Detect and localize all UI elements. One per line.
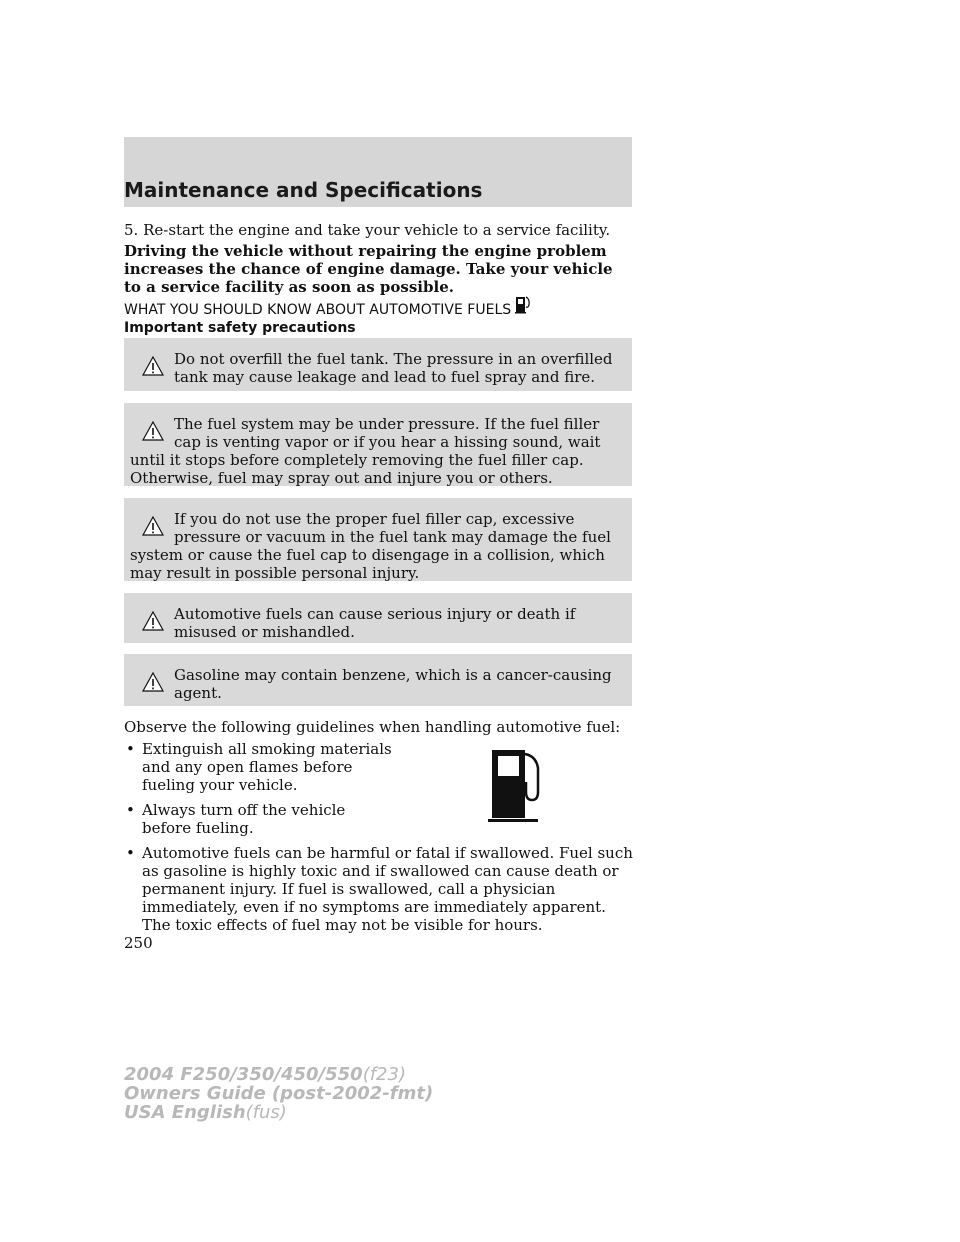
footer-model-code: (f23) — [362, 1064, 406, 1085]
bullet-glyph: • — [126, 740, 135, 758]
footer-language-code: (fus) — [245, 1102, 287, 1123]
page-number: 250 — [124, 934, 153, 952]
observe-guidelines-paragraph: Observe the following guidelines when handling automotive fuel: — [124, 718, 621, 736]
section-heading-text: WHAT YOU SHOULD KNOW ABOUT AUTOMOTIVE FUELS — [124, 302, 512, 318]
warning-box — [124, 593, 632, 643]
list-item — [124, 844, 634, 934]
list-item-text: Always turn off the vehicle before fueling. — [142, 801, 346, 837]
list-item — [124, 740, 392, 794]
list-item-text: Extinguish all smoking materials and any open flames before fueling your vehicle. — [142, 740, 392, 794]
footer-line-1 — [124, 1065, 433, 1084]
section-title: Maintenance and Specifications — [124, 178, 483, 202]
warning-triangle-icon — [130, 350, 170, 386]
warning-triangle-icon — [130, 415, 170, 451]
warning-text: Do not overfill the fuel tank. The pressure in an overfilled tank may cause leakage and lead to fuel spray and fire. — [174, 350, 613, 386]
footer-model: 2004 F250/350/450/550 — [124, 1064, 363, 1085]
bullet-glyph: • — [126, 801, 135, 819]
footer-line-3 — [124, 1103, 433, 1122]
warning-text: The fuel system may be under pressure. If the fuel filler cap is venting vapor or if you hear a hissing sound, wait until it stops before completely removing the fuel filler cap. Otherwise, fuel may spray out and injure you or others. — [130, 415, 601, 487]
footer-line-2 — [124, 1084, 433, 1103]
bold-warning-paragraph: Driving the vehicle without repairing the engine problem increases the chance of engine damage. Take your vehicle to a service facility as soon as possible. — [124, 242, 613, 296]
warning-box — [124, 403, 632, 486]
warning-text: Gasoline may contain benzene, which is a cancer-causing agent. — [174, 666, 612, 702]
warning-triangle-icon — [130, 510, 170, 546]
safety-precautions-subheading: Important safety precautions — [124, 320, 356, 336]
bullet-glyph: • — [126, 844, 135, 862]
fuel-guidelines-list — [124, 740, 634, 941]
fuel-pump-icon — [515, 294, 531, 318]
list-item-text: Automotive fuels can be harmful or fatal if swallowed. Fuel such as gasoline is highly toxic and if swallowed can cause death or permanent injury. If fuel is swallowed, call a physician immediately, even if no symptoms are immediately apparent. The toxic effects of fuel may not be visible for hours. — [142, 844, 633, 934]
document-footer — [124, 1065, 433, 1122]
fuels-section-heading — [124, 294, 531, 318]
warning-box — [124, 654, 632, 706]
footer-guide: Owners Guide (post-2002-fmt) — [124, 1083, 434, 1104]
step-5-paragraph: 5. Re-start the engine and take your vehicle to a service facility. — [124, 221, 611, 239]
warning-text: If you do not use the proper fuel filler cap, excessive pressure or vacuum in the fuel tank may damage the fuel system or cause the fuel cap to disengage in a collision, which may result in possible personal injury. — [130, 510, 611, 582]
warning-triangle-icon — [130, 666, 170, 702]
warning-box — [124, 338, 632, 391]
warning-box — [124, 498, 632, 581]
list-item — [124, 801, 392, 837]
warning-text: Automotive fuels can cause serious injury or death if misused or mishandled. — [174, 605, 576, 641]
footer-language: USA English — [124, 1102, 246, 1123]
warning-triangle-icon — [130, 605, 170, 641]
fuel-pump-illustration — [488, 748, 544, 824]
